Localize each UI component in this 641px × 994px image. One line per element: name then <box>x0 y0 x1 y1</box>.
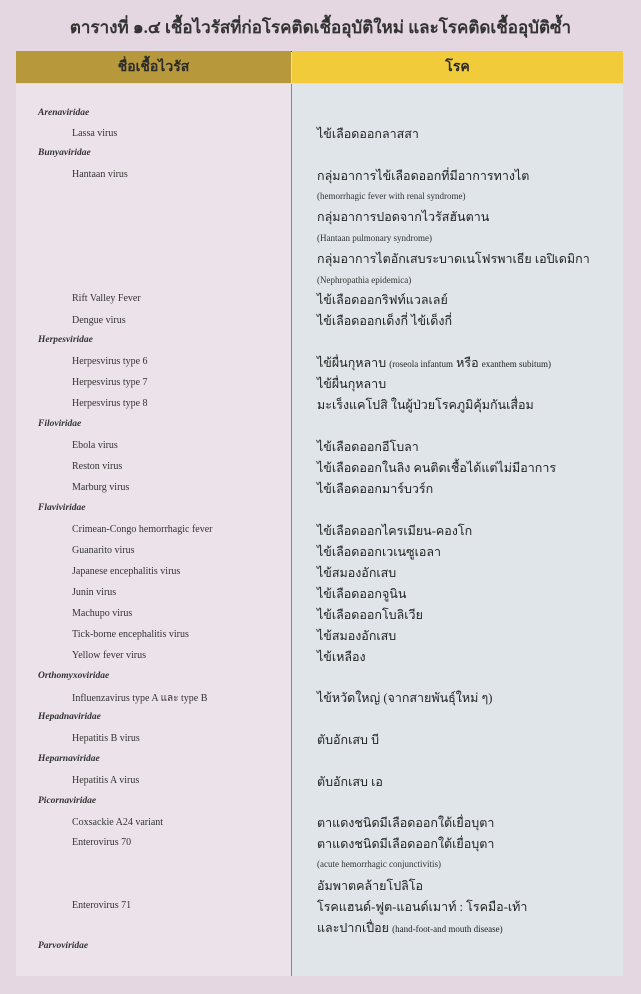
disease-text: ตาแดงชนิดมีเลือดออกใต้เยื่อบุตา <box>317 837 495 851</box>
disease-column-header: โรค <box>292 51 623 83</box>
disease-text: ไข้เลือดออกจูนิน <box>317 587 407 601</box>
virus-column-header: ชื่อเชื้อไวรัส <box>16 51 291 83</box>
virus-name: Tick-borne encephalitis virus <box>72 629 189 640</box>
virus-name: Reston virus <box>72 461 123 472</box>
disease-connector: หรือ <box>456 356 479 370</box>
virus-disease-table <box>16 51 623 976</box>
virus-name: Guanarito virus <box>72 545 135 556</box>
disease-text: กลุ่มอาการปอดจากไวรัสฮันตาน <box>317 210 490 224</box>
family-label: Bunyaviridae <box>38 148 91 158</box>
virus-name: Enterovirus 70 <box>72 837 132 848</box>
disease-text <box>317 353 551 373</box>
disease-text: ตับอักเสบ เอ <box>317 775 383 789</box>
disease-text: โรคแฮนด์-ฟูต-แอนด์เมาท์ : โรคมือ-เท้า <box>317 900 528 914</box>
virus-name: Dengue virus <box>72 315 126 326</box>
disease-english: (roseola infantum <box>389 359 453 369</box>
disease-text: กลุ่มอาการไข้เลือดออกที่มีอาการทางไต <box>317 169 530 183</box>
family-label: Flaviviridae <box>38 503 86 513</box>
family-label: Filoviridae <box>38 419 82 429</box>
disease-english: exanthem subitum) <box>481 359 551 369</box>
disease-english: (acute hemorrhagic conjunctivitis) <box>317 859 441 869</box>
disease-text: ไข้เลือดออกไครเมียน-คองโก <box>317 524 473 538</box>
disease-english: (Nephropathia epidemica) <box>317 275 412 285</box>
virus-name: Marburg virus <box>72 482 130 493</box>
disease-thai: และปากเปื่อย <box>317 921 389 935</box>
family-label: Herpesviridae <box>38 335 93 345</box>
disease-text: มะเร็งแคโปสิ ในผู้ป่วยโรคภูมิคุ้มกันเสื่อม <box>317 398 534 412</box>
disease-text: ไข้ผื่นกุหลาบ <box>317 377 387 391</box>
disease-text: ไข้หวัดใหญ่ (จากสายพันธุ์ใหม่ ๆ) <box>317 691 493 705</box>
disease-text: ไข้เลือดออกเด็งกี่ ไข้เด็งกี่ <box>317 314 453 328</box>
virus-name: Herpesvirus type 7 <box>72 377 148 388</box>
disease-text: ไข้เหลือง <box>317 650 366 664</box>
virus-name: Yellow fever virus <box>72 650 146 661</box>
virus-name: Influenzavirus type A และ type B <box>72 693 208 704</box>
virus-name: Ebola virus <box>72 440 118 451</box>
disease-english: (hand-foot-and mouth disease) <box>392 924 503 934</box>
disease-text: ไข้เลือดออกมาร์บวร์ก <box>317 482 434 496</box>
table-caption: ตารางที่ ๑.๔ เชื้อไวรัสที่ก่อโรคติดเชื้ออุบัติใหม่ และโรคติดเชื้ออุบัติซ้ำ <box>69 18 572 37</box>
disease-text: ตาแดงชนิดมีเลือดออกใต้เยื่อบุตา <box>317 816 495 830</box>
virus-name: Hepatitis B virus <box>72 733 140 744</box>
family-label: Hepadnaviridae <box>38 712 101 722</box>
disease-english: (hemorrhagic fever with renal syndrome) <box>317 191 466 201</box>
virus-name: Machupo virus <box>72 608 133 619</box>
disease-english: (Hantaan pulmonary syndrome) <box>317 233 432 243</box>
family-label: Arenaviridae <box>38 108 90 118</box>
virus-name: Coxsackie A24 variant <box>72 817 164 828</box>
virus-name: Herpesvirus type 6 <box>72 356 148 367</box>
family-label: Picornaviridae <box>38 796 97 806</box>
disease-text: ไข้เลือดออกเวเนซูเอลา <box>317 545 442 559</box>
virus-name: Rift Valley Fever <box>72 293 141 304</box>
family-label: Parvoviridae <box>38 941 89 951</box>
family-label: Orthomyxoviridae <box>38 671 110 681</box>
disease-text: ไข้เลือดออกในลิง คนติดเชื้อได้แต่ไม่มีอาการ <box>317 461 557 475</box>
virus-column <box>16 84 291 976</box>
virus-name: Hepatitis A virus <box>72 775 140 786</box>
disease-text: ไข้สมองอักเสบ <box>317 629 397 643</box>
virus-name: Crimean-Congo hemorrhagic fever <box>72 524 213 535</box>
family-label: Heparnaviridae <box>38 754 100 764</box>
disease-text: ไข้เลือดออกลาสสา <box>317 127 419 141</box>
disease-text: อัมพาตคล้ายโปลิโอ <box>317 879 424 893</box>
disease-text: ตับอักเสบ บี <box>317 733 380 747</box>
virus-name: Hantaan virus <box>72 169 128 180</box>
virus-name: Enterovirus 71 <box>72 900 132 911</box>
virus-name: Japanese encephalitis virus <box>72 566 181 577</box>
disease-text: ไข้สมองอักเสบ <box>317 566 397 580</box>
disease-text: ไข้เลือดออกริฟท์แวลเลย์ <box>317 293 448 307</box>
virus-name: Herpesvirus type 8 <box>72 398 148 409</box>
disease-text: ไข้เลือดออกอีโบลา <box>317 440 419 454</box>
disease-text: ไข้เลือดออกโบลิเวีย <box>317 608 423 622</box>
disease-thai: ไข้ผื่นกุหลาบ <box>317 356 387 370</box>
disease-column <box>292 84 623 976</box>
disease-text: กลุ่มอาการไตอักเสบระบาดเนโฟรพาเธีย เอปิเดมิกา <box>317 252 590 266</box>
virus-name: Lassa virus <box>72 128 118 139</box>
virus-name: Junin virus <box>72 587 117 598</box>
disease-text <box>317 918 503 938</box>
